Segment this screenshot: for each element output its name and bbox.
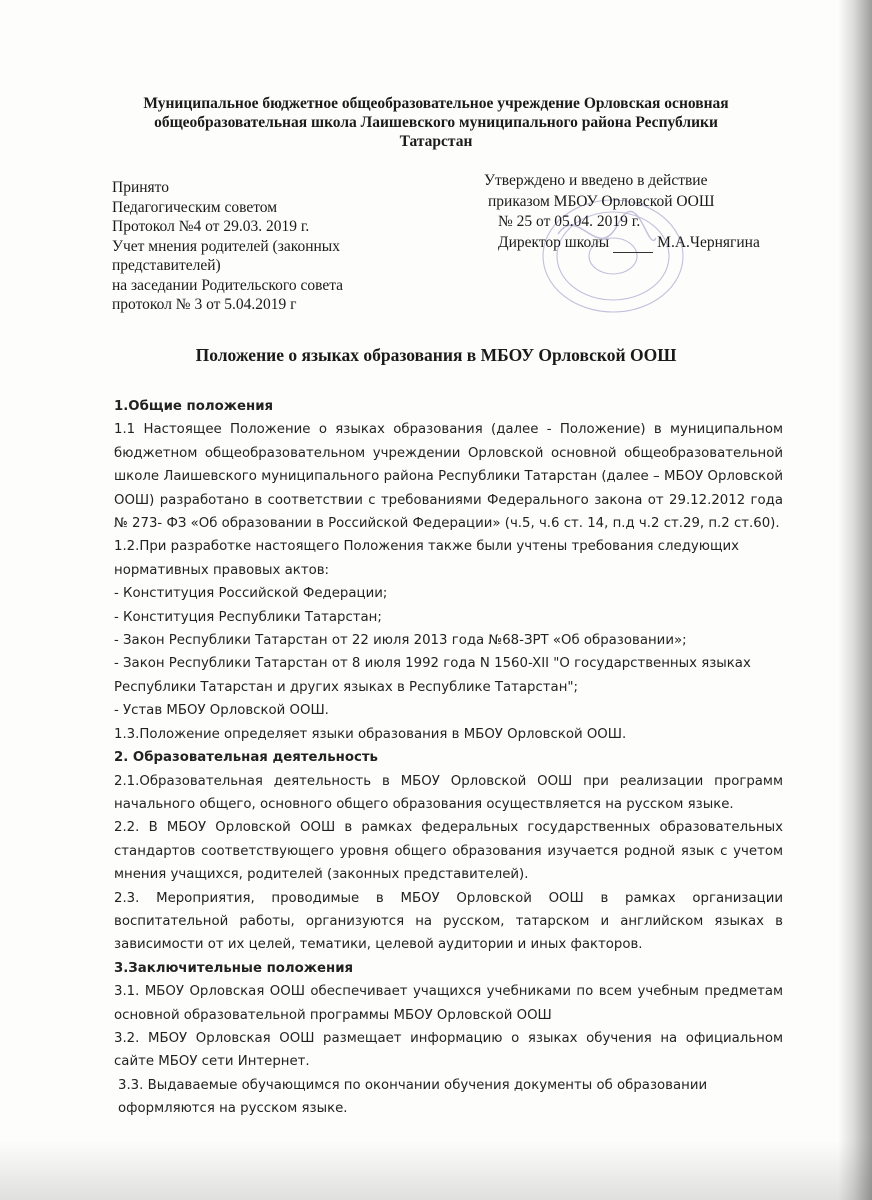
accepted-block xyxy=(112,178,402,315)
school-header xyxy=(60,94,812,151)
list-item: - Конституция Республики Татарстан; xyxy=(114,609,382,625)
header-line: Татарстан xyxy=(399,133,473,150)
signature-line xyxy=(613,252,653,253)
approved-number: № 25 от 05.04. 2019 г. xyxy=(498,213,641,230)
accepted-protocol: Протокол №4 от 29.03. 2019 г. xyxy=(112,218,310,235)
section-heading: 3.Заключительные положения xyxy=(114,960,354,976)
parents-protocol: протокол № 3 от 5.04.2019 г xyxy=(112,296,297,313)
paragraph: 3.1. МБОУ Орловская ООШ обеспечивает учащихся учебниками по всем учебным предметам основной образовательной программы МБОУ Орловской ООШ xyxy=(114,984,783,1023)
section-heading: 2. Образовательная деятельность xyxy=(114,750,378,766)
document-body xyxy=(114,395,783,1121)
paragraph: 2.1.Образовательная деятельность в МБОУ Орловской ООШ при реализации программ начального общего, основного общего образования осуществляется на русском языке. xyxy=(114,773,783,812)
paragraph: 1.2.При разработке настоящего Положения также были учтены требования следующих нормативных правовых актов: xyxy=(114,539,739,578)
parents-meeting: на заседании Родительского совета xyxy=(112,276,344,294)
approved-block xyxy=(484,171,784,253)
director-name: М.А.Чернягина xyxy=(657,233,760,251)
list-item: - Закон Республики Татарстан от 8 июля 1992 года N 1560-XII "О государственных языках Республики Татарстан и других языках в Республике Татарстан"; xyxy=(114,656,751,695)
accepted-title: Принято xyxy=(112,179,169,196)
paragraph: 1.1 Настоящее Положение о языках образования (далее - Положение) в муниципальном бюджетном общеобразовательном учреждении Орловской основной общеобразовательной школе Лаишевского муниципального района Республики Татарстан (далее – МБОУ Орловской ООШ) разработано в соответствии с требованиями Федерального закона от 29.12.2012 года № 273- ФЗ «Об образовании в Российской Федерации» (ч.5, ч.6 ст. 14, п.д ч.2 ст.29, п.2 ст.60). xyxy=(114,422,783,532)
accepted-council: Педагогическим советом xyxy=(112,198,278,216)
parents-opinion: Учет мнения родителей (законных xyxy=(112,237,340,255)
section-heading: 1.Общие положения xyxy=(114,399,274,414)
paragraph: 2.3. Мероприятия, проводимые в МБОУ Орловской ООШ в рамках организации воспитательной работы, организуются на русском, татарском и английском языках в зависимости от их целей, тематики, целевой аудитории и иных факторов. xyxy=(114,890,783,953)
paragraph: 2.2. В МБОУ Орловской ООШ в рамках федеральных государственных образовательных стандартов соответствующего уровня общего образования изучается родной язык с учетом мнения учащихся, родителей (законных представителей). xyxy=(114,820,783,883)
paragraph: 3.2. МБОУ Орловская ООШ размещает информацию о языках обучения на официальном сайте МБОУ сети Интернет. xyxy=(114,1030,783,1070)
document-title: Положение о языках образования в МБОУ Орловской ООШ xyxy=(195,345,677,365)
list-item: - Конституция Российской Федерации; xyxy=(114,586,388,602)
scan-bottom-shadow xyxy=(0,1140,872,1200)
header-line: Муниципальное бюджетное общеобразовательное учреждение Орловская основная xyxy=(143,95,729,112)
list-item: - Закон Республики Татарстан от 22 июля 2013 года №68-ЗРТ «Об образовании»; xyxy=(114,633,687,649)
approved-line: Утверждено и введено в действие xyxy=(484,172,708,189)
director-signature xyxy=(484,233,784,254)
paragraph: 1.3.Положение определяет языки образования в МБОУ Орловской ООШ. xyxy=(114,726,627,742)
list-item: - Устав МБОУ Орловской ООШ. xyxy=(114,703,329,719)
paragraph: 3.3. Выдаваемые обучающимся по окончании обучения документы об образовании оформляются на русском языке. xyxy=(118,1077,708,1117)
approved-order: приказом МБОУ Орловской ООШ xyxy=(488,192,715,210)
header-line: общеобразовательная школа Лаишевского муниципального района Республики xyxy=(154,114,718,131)
parents-opinion-cont: представителей) xyxy=(112,257,221,274)
scan-edge-shadow xyxy=(838,0,872,1200)
director-label: Директор школы xyxy=(498,233,610,251)
